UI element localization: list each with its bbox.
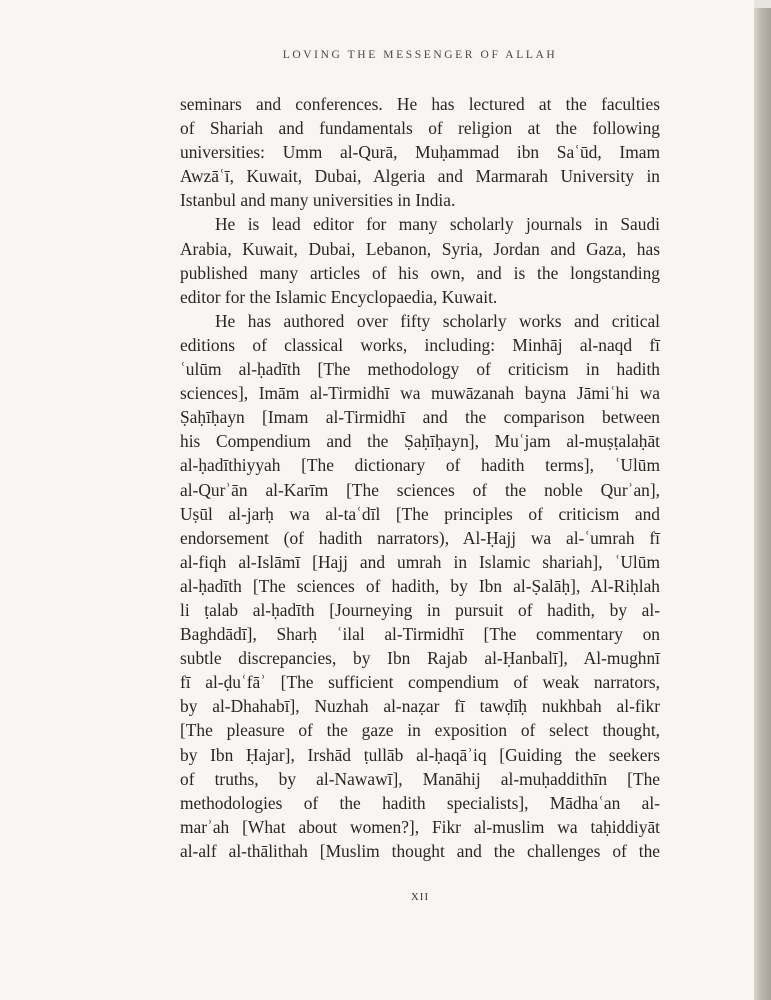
text-line: [The pleasure of the gaze in exposition of select thought, — [180, 720, 660, 741]
text-line: methodologies of the hadith specialists], Mādhaʿan al- — [180, 792, 660, 813]
text-line: Ṣaḥīḥayn [Imam al-Tirmidhī and the comparison between — [180, 407, 660, 428]
text-line: fī al-ḍuʿfāʾ [The sufficient compendium of weak narrators, — [180, 672, 660, 693]
text-line: subtle discrepancies, by Ibn Rajab al-Ḥanbalī], Al-mughnī — [180, 648, 660, 669]
text-line: sciences], Imām al-Tirmidhī wa muwāzanah bayna Jāmiʿhi wa — [180, 383, 660, 404]
text-line: He has authored over fifty scholarly works and critical — [215, 310, 660, 331]
text-line: al-fiqh al-Islāmī [Hajj and umrah in Islamic shariah], ʿUlūm — [180, 551, 660, 572]
page-edge-top — [754, 0, 771, 8]
text-line: li ṭalab al-ḥadīth [Journeying in pursuit of hadith, by al- — [180, 599, 660, 620]
text-line: al-ḥadīthiyyah [The dictionary of hadith terms], ʿUlūm — [180, 455, 660, 476]
text-line: seminars and conferences. He has lectured at the faculties — [180, 94, 660, 114]
page-number: XII — [410, 891, 430, 903]
text-line: endorsement (of hadith narrators), Al-Ḥajj wa al-ʿumrah fī — [180, 527, 660, 548]
text-line: ʿulūm al-ḥadīth [The methodology of criticism in hadith — [180, 359, 660, 380]
text-line: al-alf al-thālithah [Muslim thought and the challenges of the — [180, 840, 660, 861]
body-text — [180, 92, 660, 863]
text-line: editions of classical works, including: Minhāj al-naqd fī — [180, 334, 660, 355]
text-line: by al-Dhahabī], Nuzhah al-naẓar fī tawḍīḥ nukhbah al-fikr — [180, 696, 660, 717]
text-line: al-Qurʾān al-Karīm [The sciences of the noble Qurʾan], — [180, 479, 660, 500]
text-line: his Compendium and the Ṣaḥīḥayn], Muʿjam al-muṣṭalaḥāt — [180, 431, 660, 452]
text-line: editor for the Islamic Encyclopaedia, Kuwait. — [180, 286, 498, 307]
text-line: of truths, by al-Nawawī], Manāhij al-muḥaddithīn [The — [180, 768, 660, 789]
text-line: He is lead editor for many scholarly journals in Saudi — [215, 214, 660, 235]
text-line: marʾah [What about women?], Fikr al-muslim wa taḥiddiyāt — [180, 816, 660, 837]
text-line: of Shariah and fundamentals of religion at the following — [180, 118, 660, 139]
text-line: universities: Umm al-Qurā, Muḥammad ibn Saʿūd, Imam — [180, 142, 660, 163]
text-line: al-ḥadīth [The sciences of hadith, by Ibn al-Ṣalāḥ], Al-Riḥlah — [180, 575, 660, 596]
text-line: by Ibn Ḥajar], Irshād ṭullāb al-ḥaqāʾiq [Guiding the seekers — [180, 744, 660, 765]
text-line: Istanbul and many universities in India. — [180, 190, 456, 211]
text-line: published many articles of his own, and is the longstanding — [180, 262, 660, 283]
running-head: LOVING THE MESSENGER OF ALLAH — [282, 49, 558, 61]
text-line: Awzāʿī, Kuwait, Dubai, Algeria and Marmarah University in — [180, 166, 660, 187]
text-line: Uṣūl al-jarḥ wa al-taʿdīl [The principles of criticism and — [180, 503, 660, 524]
text-line: Baghdādī], Sharḥ ʿilal al-Tirmidhī [The commentary on — [180, 624, 660, 645]
text-line: Arabia, Kuwait, Dubai, Lebanon, Syria, Jordan and Gaza, has — [180, 238, 660, 259]
page-edge-shadow — [754, 0, 771, 1000]
